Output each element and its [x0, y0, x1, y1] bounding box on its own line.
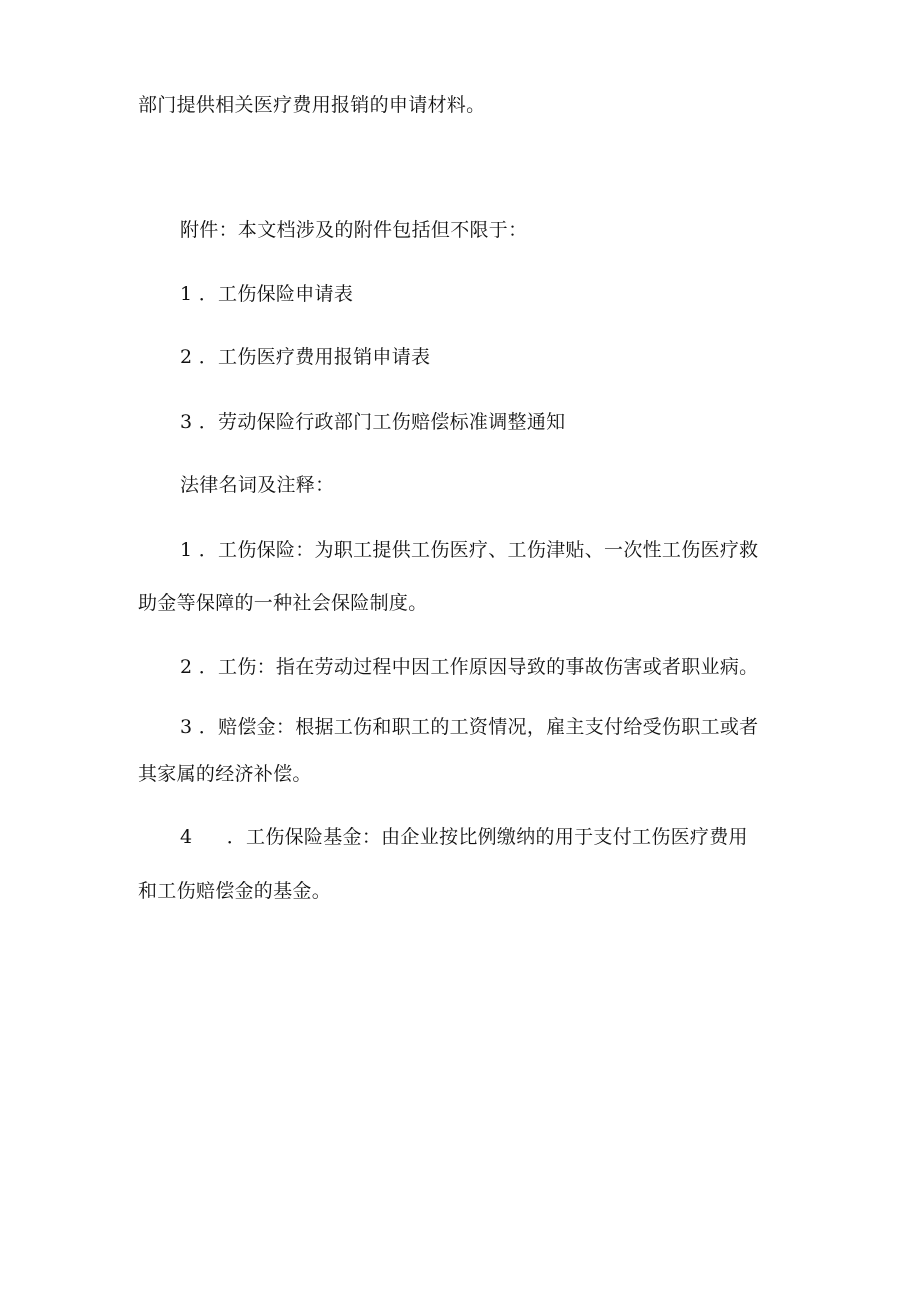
glossary-item — [180, 655, 758, 679]
continuation-paragraph: 部门提供相关医疗费用报销的申请材料。 — [138, 94, 486, 116]
attachments-heading: 附件：本文档涉及的附件包括但不限于： — [180, 219, 528, 241]
item-number: 1 — [180, 539, 193, 561]
glossary-item-continuation: 其家属的经济补偿。 — [138, 763, 312, 785]
glossary-item — [180, 825, 748, 849]
item-number: 2 — [180, 346, 193, 368]
item-text: ．劳动保险行政部门工伤赔偿标准调整通知 — [198, 411, 566, 433]
item-number: 3 — [180, 716, 193, 738]
item-number: 4 — [180, 826, 193, 848]
item-text: ．工伤保险：为职工提供工伤医疗、工伤津贴、一次性工伤医疗救 — [198, 539, 759, 561]
item-text: ．工伤保险基金：由企业按比例缴纳的用于支付工伤医疗费用 — [226, 826, 748, 848]
attachment-item — [180, 345, 430, 369]
attachment-item — [180, 410, 565, 434]
item-text: ．工伤保险申请表 — [198, 283, 354, 305]
glossary-item-continuation: 和工伤赔偿金的基金。 — [138, 880, 332, 902]
item-number: 3 — [180, 411, 193, 433]
glossary-item — [180, 715, 758, 739]
glossary-item — [180, 538, 758, 562]
glossary-heading: 法律名词及注释： — [180, 474, 335, 496]
attachment-item — [180, 282, 353, 306]
item-text: ．工伤：指在劳动过程中因工作原因导致的事故伤害或者职业病。 — [198, 656, 759, 678]
item-number: 2 — [180, 656, 193, 678]
glossary-item-continuation: 助金等保障的一种社会保险制度。 — [138, 592, 428, 614]
item-text: ．工伤医疗费用报销申请表 — [198, 346, 431, 368]
item-number: 1 — [180, 283, 193, 305]
item-text: ．赔偿金：根据工伤和职工的工资情况，雇主支付给受伤职工或者 — [198, 716, 759, 738]
